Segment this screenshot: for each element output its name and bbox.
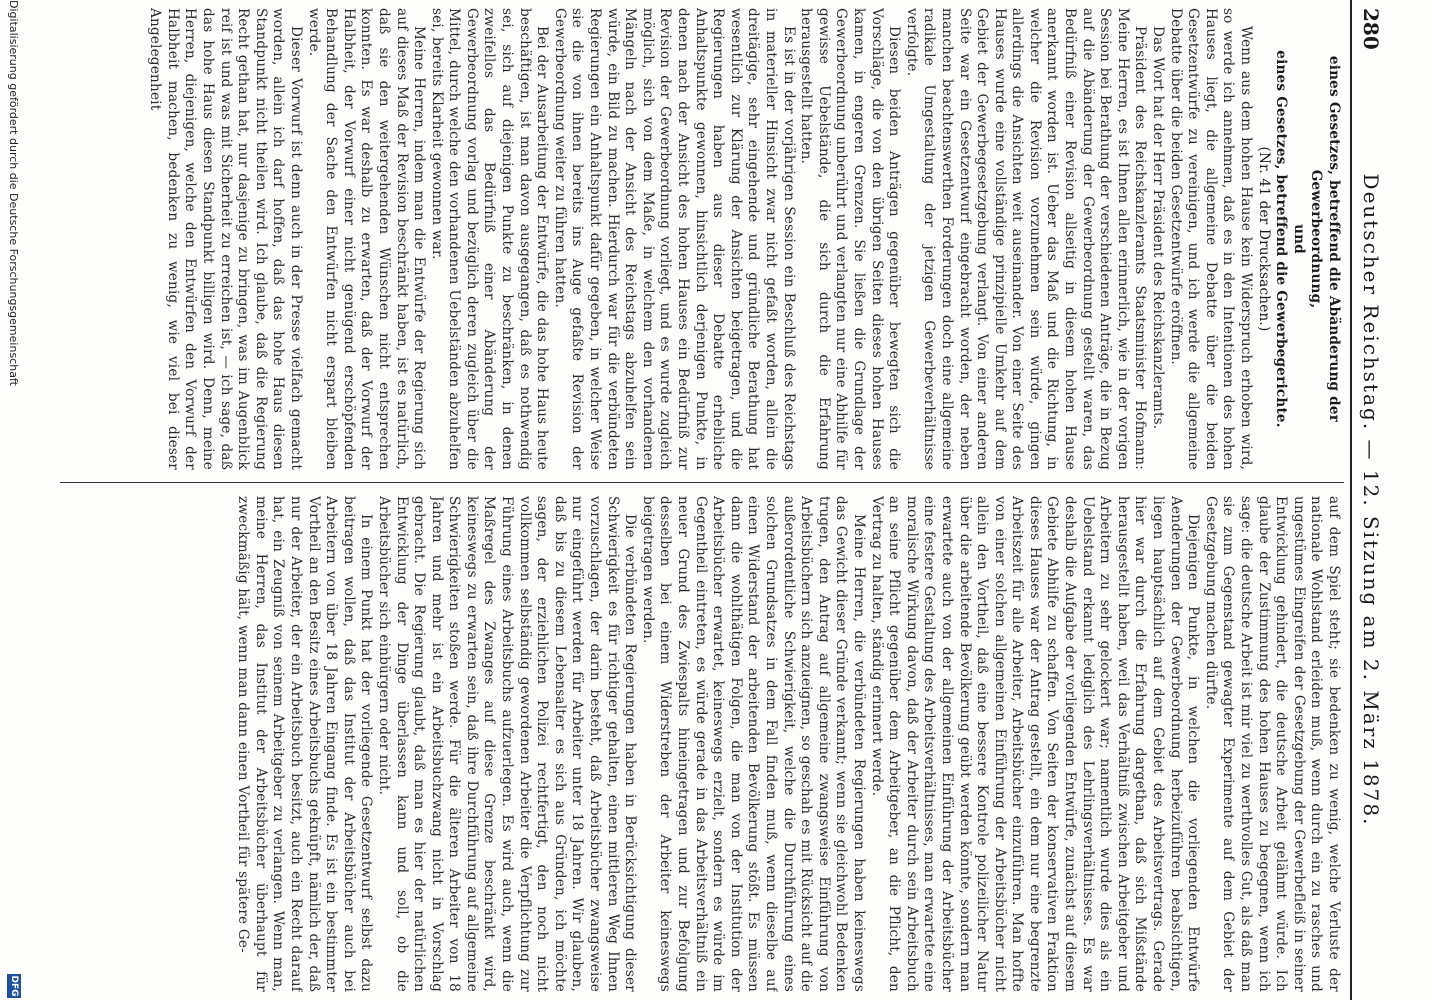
bill-title-2: eines Gesetzes, betreffend die Gewerbegerichte. [1273, 50, 1290, 428]
paragraph: Diesen beiden Anträgen gegenüber bewegten sich die Vorschläge, die von den übrigen Seiten dieses hohen Hauses kamen, in engeren Grenzen. Sie ließen die Grundlage der Gewerbeordnung unberührt und verlangten nur eine Abhilfe für gewisse Uebelstände, die sich durch die Erfahrung herausgestellt hatten. [798, 8, 903, 470]
paragraph: Meine Herren, indem man die Entwürfe der Regierung sich auf dieses Maß der Revision beschränkt haben, ist es natürlich, daß sie den weitergehenden Wünschen nicht entsprechen konnten. Es war deshalb zu erwarten, daß der Vorwurf der Halbheit, der Vorwurf einer nicht genügend erschöpfenden Behandlung der Sache den Entwürfen nicht erspart bleiben werde. [305, 8, 428, 470]
paragraph: Diejenigen Punkte, in welchen die vorliegenden Entwürfe Aenderungen der Gewerbeordnung herbeizuführen beabsichtigen, liegen hauptsächlich auf dem Gebiet des Arbeitsvertrags. Gerade hier war durch die Erfahrung dargethan, daß sich Mißstände herausgestellt haben, weil das Verhältniß zwischen Arbeitgeber und Arbeitern zu sehr gelockert war; namentlich wurde dies als ein Uebelstand erkannt lediglich des Lehrlingsverhältnisses. Es war deshalb die Aufgabe der vorliegenden Entwürfe, zunächst auf diesem Gebiete Abhilfe zu schaffen. Von Seiten der konservativen Fraktion dieses Hauses war der Antrag gestellt, ein dem nur eine begrenzte Arbeitszeit für alle Arbeiter, Arbeitsbücher einzuführen. Man hoffte von einer solchen allgemeinen Einführung der Arbeitsbücher nicht allein den Vortheil, daß eine bessere Kontrole polizeilicher Natur über die arbeitende Bevölkerung geübt werden könnte, sondern man erwartete auch von der allgemeinen Einführung der Arbeitsbücher eine festere Gestaltung des Arbeitsverhältnisses, man erwartete eine moralische Wirkung davon, daß der Arbeiter durch sein Arbeitsbuch an seine Pflicht gegenüber dem Arbeitgeber, an die Pflicht, den Vertrag zu halten, ständig erinnert werde. [868, 496, 1202, 992]
page-header [1356, 0, 1386, 1000]
column-divider [60, 482, 1344, 483]
credit-text: Digitalisierung gefördert durch die Deutsche Forschungsgemeinschaft [7, 0, 20, 386]
bill-reference: (Nr. 41 der Drucksachen.) [1255, 146, 1272, 332]
dfg-logo-icon: DFG [9, 975, 19, 997]
paragraph: auf dem Spiel steht; sie bedenken zu wenig, welche Verluste der nationale Wohlstand erleiden muß, wenn durch ein zu rasches und ungestümes Eingreifen der Gesetzgebung der Gewerbefleiß in seiner Entwicklung gehindert, die deutsche Arbeit gelähmt würde. Ich glaube der Zustimmung des hohen Hauses zu begegnen, wenn ich sage: die deutsche Arbeit ist mir viel zu werthvolles Gut, als daß man sie zum Gegenstand gewagter Experimente auf dem Gebiet der Gesetzgebung machen dürfte. [1202, 496, 1342, 992]
left-column [62, 8, 1342, 470]
paragraph: Dieser Vorwurf ist denn auch in der Presse vielfach gemacht worden, allein ich darf hoffen, daß das hohe Haus diesen Standpunkt nicht theilen wird. Ich glaube, daß die Regierung Recht gethan hat, nur dasjenige zu bringen, was im Augenblick reif ist und was mit Sicherheit zu erreichen ist, — ich sage, daß das hohe Haus diesen Standpunkt billigen wird. Denn, meine Herren, diejenigen, welche den Entwürfen den Vorwurf der Halbheit machen, bedenken zu wenig, wie viel bei dieser Angelegenheit [147, 8, 304, 470]
paragraph: Präsident des Reichskanzleramts Staatsminister Hofmann: Meine Herren, es ist Ihnen allen erinnerlich, wie in der vorigen Session bei Berathung der verschiedenen Anträge, die in Bezug auf die Abänderung der Gewerbeordnung gestellt waren, das Bedürfniß einer Revision allseitig in diesem hohen Hause anerkannt worden ist. Ueber das Maß und die Richtung, in welcher die Revision vorzunehmen sein würde, gingen allerdings die Ansichten weit auseinander. Von einer Seite des Hauses wurde eine vollständige prinzipielle Umkehr auf dem Gebiet der Gewerbegesetzgebung verlangt. Von einer anderen Seite war ein Gesetzentwurf eingebracht worden, der neben manchen beachtenswerthen Forderungen doch eine allgemeine radikale Umgestaltung der jetzigen Gewerbeverhältnisse verfolgte. [903, 8, 1149, 470]
page-number: 280 [1359, 8, 1383, 50]
digitization-credit [2, 0, 22, 1000]
paragraph: In einem Punkt hat der vorliegende Gesetzentwurf selbst dazu beitragen wollen, daß das Institut der Arbeitsbücher auch bei Arbeitern von über 18 Jahren Eingang finde. Es ist ein bestimmter Vortheil an den Besitz eines Arbeitsbuchs geknüpft, nämlich der, daß nur der Arbeiter, der ein Arbeitsbuch besitzt, auch ein Recht darauf hat, ein Zeugniß von seinem Arbeitgeber zu verlangen. Wenn man, meine Herren, das Institut der Arbeitsbücher überhaupt für zweckmäßig hält, wenn man dann einen Vortheil für spätere Ge- [235, 496, 375, 992]
paragraph: Meine Herren, die verbündeten Regierungen haben keineswegs das Gewicht dieser Gründe verkannt; wenn sie gleichwohl Bedenken trugen, den Antrag auf allgemeine zwangsweise Einführung von Arbeitsbüchern sich anzueignen, so geschah es mit Rücksicht auf die außerordentliche Schwierigkeit, welche die Durchführung eines solchen Grundsatzes in dem Fall finden muß, wenn dieselbe auf einen Widerstand der arbeitenden Bevölkerung stößt. Es müssen dann die wohlthätigen Folgen, die man von der Institution der Arbeitsbücher erwartet, keineswegs erzielt, sondern es würde im Gegentheil eintreten, es würde gerade in das Arbeitsverhältniß ein neuer Grund des Zwiespalts hineingetragen und zur Befolgung desselben bei einem Widerstreben der Arbeiter keineswegs beigetragen werden. [639, 496, 867, 992]
bill-title-1: eines Gesetzes, betreffend die Abänderung der Gewerbeordnung, [1308, 55, 1342, 423]
right-column [62, 496, 1342, 992]
paragraph: Die verbündeten Regierungen haben in Berücksichtigung dieser Schwierigkeit es für richtiger gehalten, einen mittleren Weg Ihnen vorzuschlagen, der darin besteht, daß Arbeitsbücher zwangsweise nur eingeführt werden für Arbeiter unter 18 Jahren. Wir glauben, daß bis zu diesem Lebensalter es sich aus Gründen, ich möchte sagen, der erziehlichen Polizei rechtfertigt, den noch nicht vollkommen selbständig gewordenen Arbeiter die Verpflichtung zur Führung eines Arbeitsbuchs aufzuerlegen. Es wird auch, wenn die Maßregel des Zwanges auf diese Grenze beschränkt wird, keineswegs zu erwarten sein, daß ihre Durchführung auf allgemeine Schwierigkeiten stoßen werde. Für die älteren Arbeiter von 18 Jahren und mehr ist ein Arbeitsbuchzwang nicht in Vorschlag gebracht. Die Regierung glaubt, daß man es hier der natürlichen Entwicklung der Dinge überlassen kann und soll, ob die Arbeitsbücher sich einbürgern oder nicht. [375, 496, 639, 992]
paragraph: Es ist in der vorjährigen Session ein Beschluß des Reichstags in materieller Hinsicht zwar nicht gefaßt worden, allein die dreitägige, sehr eingehende und gründliche Berathung hat wesentlich zur Klärung der Ansichten beigetragen, und die Regierungen haben aus dieser Debatte erhebliche Anhaltspunkte gewonnen, hinsichtlich derjenigen Punkte, in denen nach der Ansicht des hohen Hauses ein Bedürfniß zur Revision der Gewerbeordnung vorliegt, und es wurde zugleich möglich, sich von dem Maße, in welchem den vorhandenen Mängeln nach der Ansicht des Reichstags abzuhelfen sein würde, ein Bild zu machen. Hierdurch war für die verbündeten Regierungen ein Anhaltspunkt dafür gegeben, in welcher Weise sie die von ihnen bereits ins Auge gefaßte Revision der Gewerbeordnung weiter zu führen hatten. [551, 8, 797, 470]
bill-title-and: und [1290, 224, 1307, 254]
paragraph: Bei der Ausarbeitung der Entwürfe, die das hohe Haus heute beschäftigen, ist man davon ausgegangen, daß es nothwendig sei, sich auf diejenigen Punkte zu beschränken, in denen zweifellos das Bedürfniß einer Abänderung der Gewerbeordnung vorlag und bezüglich deren zugleich über die Mittel, durch welche den vorhandenen Uebelständen abzuhelfen sei, bereits Klarheit gewonnen war. [428, 8, 551, 470]
running-title: Deutscher Reichstag. — 12. Sitzung am 2. März 1878. [1359, 173, 1383, 827]
header-rule [1350, 0, 1352, 1000]
paragraph: Das Wort hat der Herr Präsident des Reichskanzleramts. [1150, 26, 1167, 430]
paragraph: Wenn aus dem hohen Hause kein Widerspruch erhoben wird, so werde ich annehmen, daß es in den Intentionen des hohen Hauses liegt, die allgemeine Debatte über die beiden Gesetzentwürfe zu vereinigen, und ich werde die allgemeine Debatte über die beiden Gesetzentwürfe eröffnen. [1167, 8, 1255, 470]
